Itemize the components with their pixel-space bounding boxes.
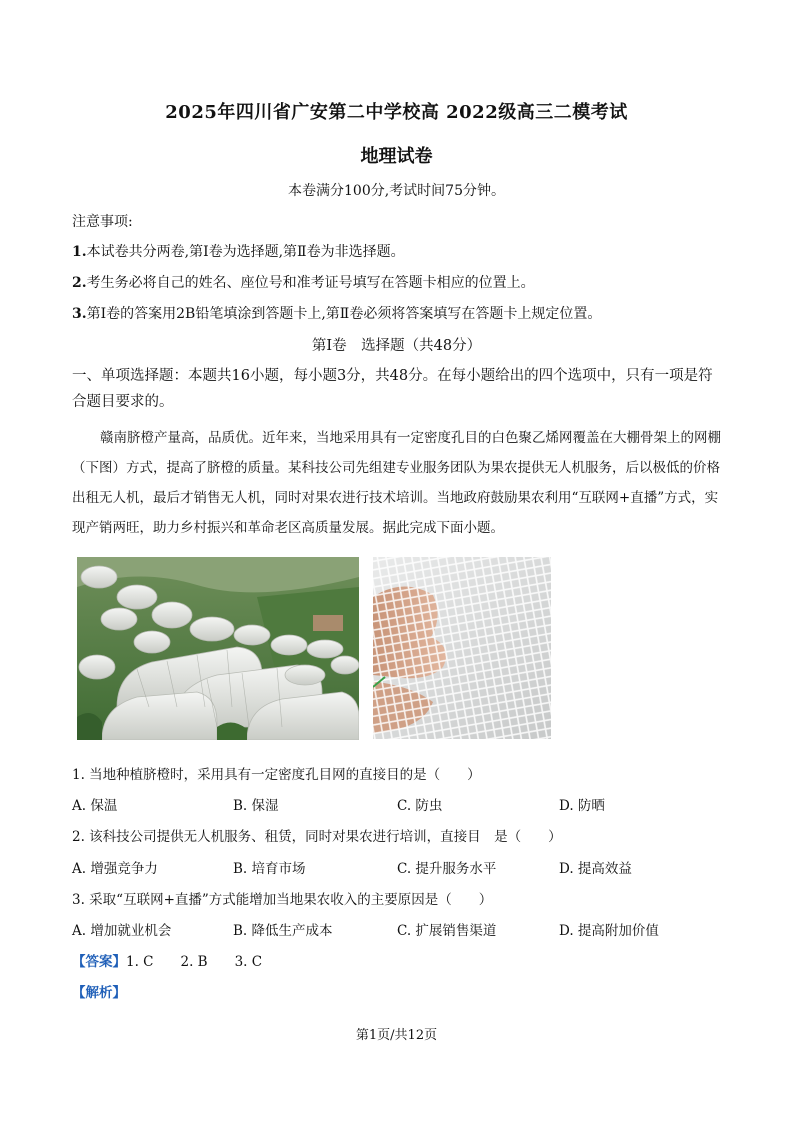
material-passage — [72, 423, 724, 543]
answer-tag: 【答案】 — [72, 954, 126, 970]
notice-item-text: 第Ⅰ卷的答案用2B铅笔填涂到答题卡上,第Ⅱ卷必须将答案填写在答题卡上规定位置。 — [86, 306, 602, 322]
notice-item-3 — [72, 303, 601, 323]
page-footer: 第1页/共12页 — [355, 1028, 438, 1043]
option-c[interactable]: C. 提升服务水平 — [397, 861, 497, 877]
option-d[interactable]: D. 提高效益 — [559, 861, 632, 877]
option-c[interactable]: C. 扩展销售渠道 — [397, 923, 497, 939]
option-a[interactable]: A. 增加就业机会 — [72, 923, 172, 939]
notice-item-number: 3. — [72, 306, 87, 322]
notice-item-text: 本试卷共分两卷,第Ⅰ卷为选择题,第Ⅱ卷为非选择题。 — [86, 244, 405, 260]
option-a[interactable]: A. 增强竞争力 — [72, 861, 158, 877]
analysis-tag: 【解析】 — [72, 985, 126, 1001]
question-1-stem: 1. 当地种植脐橙时，采用具有一定密度孔目网的直接目的是（ ） — [72, 767, 481, 783]
notice-item-1 — [72, 241, 405, 261]
option-b[interactable]: B. 保湿 — [233, 798, 279, 814]
option-d[interactable]: D. 提高附加价值 — [559, 923, 659, 939]
notice-heading: 注意事项: — [72, 214, 133, 230]
orchard-net-photo — [77, 557, 359, 740]
answer-text: 1. C 2. B 3. C — [126, 954, 263, 970]
option-a[interactable]: A. 保温 — [72, 798, 118, 814]
option-d[interactable]: D. 防晒 — [559, 798, 605, 814]
analysis-line — [72, 981, 126, 1001]
subject-title: 地理试卷 — [360, 146, 433, 167]
answer-line — [72, 950, 262, 970]
notice-item-number: 2. — [72, 275, 87, 291]
mesh-closeup-photo — [373, 557, 551, 739]
exam-info: 本卷满分100分,考试时间75分钟。 — [288, 183, 505, 199]
notice-item-text: 考生务必将自己的姓名、座位号和准考证号填写在答题卡相应的位置上。 — [86, 275, 535, 291]
notice-item-number: 1. — [72, 244, 87, 260]
option-b[interactable]: B. 培育市场 — [233, 861, 306, 877]
option-b[interactable]: B. 降低生产成本 — [233, 923, 333, 939]
exam-title: 2025年四川省广安第二中学校高 2022级高三二模考试 — [165, 102, 628, 123]
question-2-stem: 2. 该科技公司提供无人机服务、租赁，同时对果农进行培训，直接目 是（ ） — [72, 829, 562, 845]
instructions: 一、单项选择题：本题共16小题，每小题3分，共48分。在每小题给出的四个选项中，只有一项是符合题目要求的。 — [72, 368, 713, 410]
section-title: 第Ⅰ卷 选择题（共48分） — [311, 338, 482, 354]
option-c[interactable]: C. 防虫 — [397, 798, 443, 814]
question-3-stem: 3. 采取“互联网+直播”方式能增加当地果农收入的主要原因是（ ） — [72, 892, 493, 908]
material-text: 赣南脐橙产量高，品质优。近年来，当地采用具有一定密度孔目的白色聚乙烯网覆盖在大棚骨架上的网棚（下图）方式，提高了脐橙的质量。某科技公司先组建专业服务团队为果农提供无人机服务，后以极低的价格出租无人机，最后才销售无人机，同时对果农进行技术培训。当地政府鼓励果农利用“互联网+直播”方式，实现产销两旺，助力乡村振兴和革命老区高质量发展。据此完成下面小题。 — [72, 430, 721, 536]
notice-item-2 — [72, 272, 535, 292]
